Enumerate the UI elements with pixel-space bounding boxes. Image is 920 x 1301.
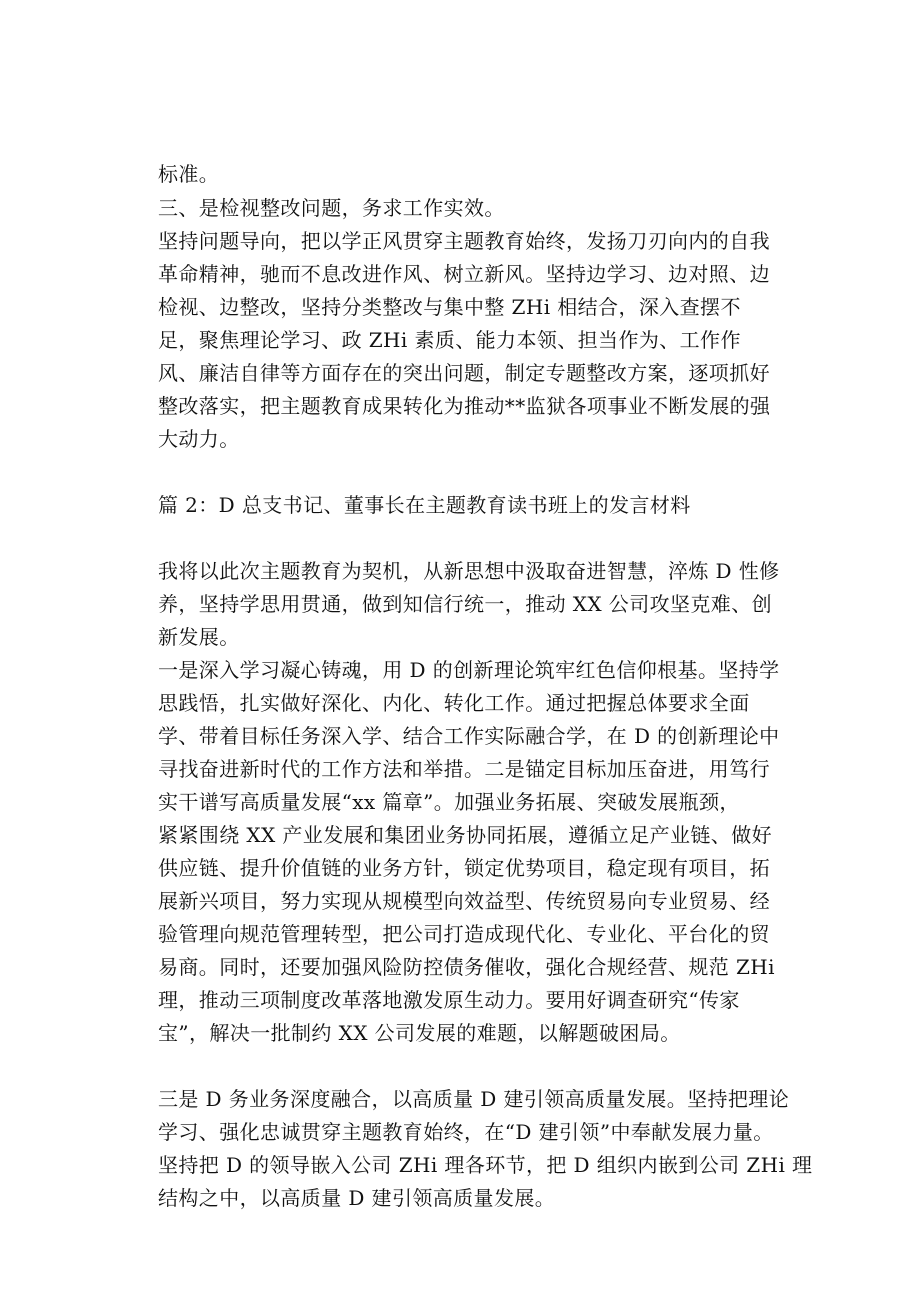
section-heading: 三、是检视整改问题，务求工作实效。 xyxy=(158,196,505,220)
text-line: 标准。 xyxy=(158,162,220,186)
text-line: 大动力。 xyxy=(158,427,240,451)
text-line: 结构之中，以高质量 D 建引领高质量发展。 xyxy=(158,1186,556,1210)
text-line: 宝”，解决一批制约 XX 公司发展的难题，以解题破困局。 xyxy=(158,1021,681,1045)
text-line: 革命精神，驰而不息改进作风、树立新风。坚持边学习、边对照、边 xyxy=(158,262,770,286)
text-line: 思践悟，扎实做好深化、内化、转化工作。通过把握总体要求全面 xyxy=(158,691,750,715)
text-line: 风、廉洁自律等方面存在的突出问题，制定专题整改方案，逐项抓好 xyxy=(158,361,770,385)
text-line: 检视、边整改，坚持分类整改与集中整 ZHi 相结合，深入查摆不 xyxy=(158,295,741,319)
text-line: 供应链、提升价值链的业务方针，锁定优势项目，稳定现有项目，拓 xyxy=(158,856,770,880)
text-line: 三是 D 务业务深度融合，以高质量 D 建引领高质量发展。坚持把理论 xyxy=(158,1087,790,1111)
text-line: 易商。同时，还要加强风险防控债务催收，强化合规经营、规范 ZHi xyxy=(158,955,775,979)
text-line: 坚持问题导向，把以学正风贯穿主题教育始终，发扬刀刃向内的自我 xyxy=(158,229,770,253)
text-line: 我将以此次主题教育为契机，从新思想中汲取奋进智慧，淬炼 D 性修 xyxy=(158,559,780,583)
text-line: 寻找奋进新时代的工作方法和举措。二是锚定目标加压奋进，用笃行 xyxy=(158,757,770,781)
text-line: 一是深入学习凝心铸魂，用 D 的创新理论筑牢红色信仰根基。坚持学 xyxy=(158,658,780,682)
text-line: 理，推动三项制度改革落地激发原生动力。要用好调查研究“传家 xyxy=(158,988,740,1012)
text-line: 验管理向规范管理转型，把公司打造成现代化、专业化、平台化的贸 xyxy=(158,922,770,946)
text-line: 学、带着目标任务深入学、结合工作实际融合学，在 D 的创新理论中 xyxy=(158,724,780,748)
text-line: 新发展。 xyxy=(158,625,240,649)
text-line: 养，坚持学思用贯通，做到知信行统一，推动 XX 公司攻坚克难、创 xyxy=(158,592,772,616)
text-line: 展新兴项目，努力实现从规模型向效益型、传统贸易向专业贸易、经 xyxy=(158,889,770,913)
text-line: 实干谱写高质量发展“xx 篇章”。加强业务拓展、突破发展瓶颈， xyxy=(158,790,740,814)
text-line: 整改落实，把主题教育成果转化为推动**监狱各项事业不断发展的强 xyxy=(158,394,771,418)
text-line: 足，聚焦理论学习、政 ZHi 素质、能力本领、担当作为、工作作 xyxy=(158,328,741,352)
text-line: 紧紧围绕 XX 产业发展和集团业务协同拓展，遵循立足产业链、做好 xyxy=(158,823,772,847)
article-title: 篇 2：D 总支书记、董事长在主题教育读书班上的发言材料 xyxy=(158,493,691,517)
text-line: 学习、强化忠诚贯穿主题教育始终，在“D 建引领”中奉献发展力量。 xyxy=(158,1120,774,1144)
text-line: 坚持把 D 的领导嵌入公司 ZHi 理各环节，把 D 组织内嵌到公司 ZHi 理 xyxy=(158,1153,813,1177)
